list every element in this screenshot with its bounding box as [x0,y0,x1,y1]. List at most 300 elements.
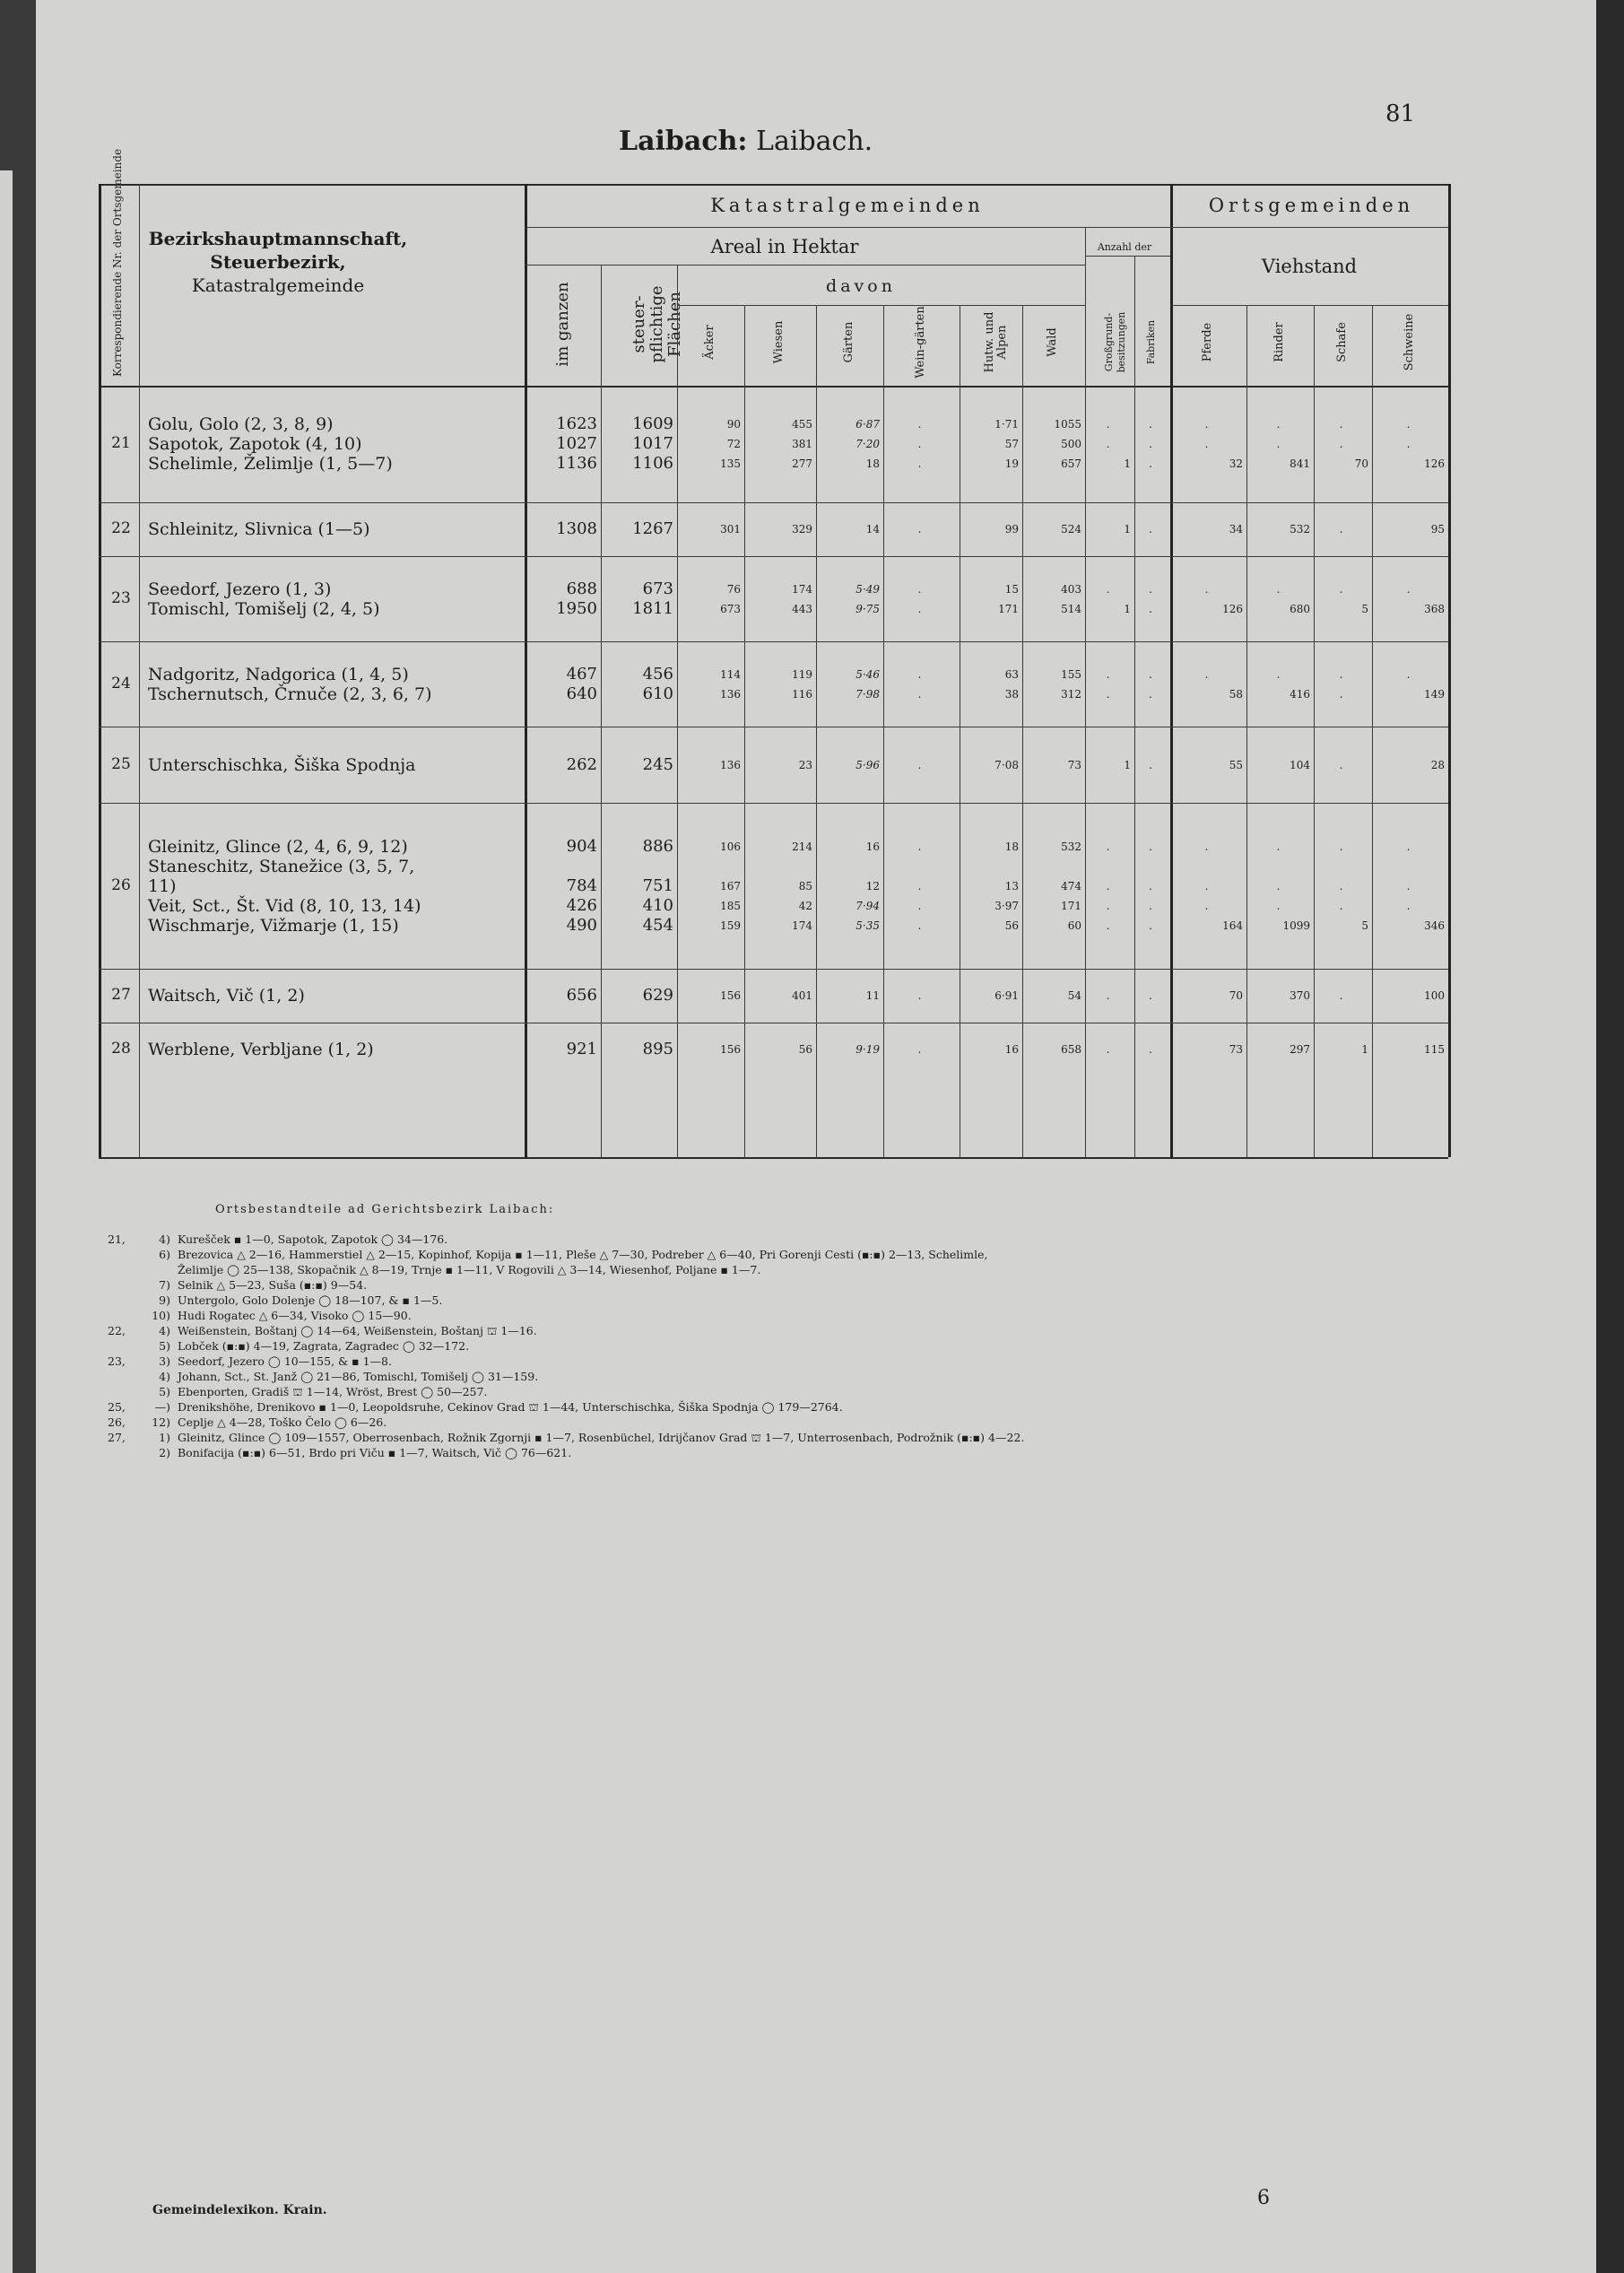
col-rinder-cell: . [1276,879,1281,893]
note-sub-ref: 5) [159,1339,170,1353]
col-schafe-header: Schafe [1334,322,1349,362]
col-wiesen-cell: 174 [792,582,812,596]
col-wald-cell: 514 [1061,602,1081,615]
col-rinder-cell: . [1276,840,1281,853]
note-text: Hudi Rogatec △ 6—34, Visoko ◯ 15—90. [178,1309,412,1322]
col-wald-cell: 500 [1061,438,1081,450]
scan-left-edge [0,0,36,2273]
col-im-ganzen-cell: 467 [566,664,597,684]
rule-vertical [1314,305,1315,1157]
col-pferde-cell: . [1204,899,1209,912]
note-sub-ref: 4) [159,1232,170,1246]
col-pferde-cell: 32 [1229,457,1243,470]
col-grossgrund-cell: . [1106,687,1110,701]
row-number: 21 [111,434,131,452]
col-gaerten-cell: 6·87 [855,418,880,431]
note-text: Bonifacija (▪:▪) 6—51, Brdo pri Viču ▪ 1—7, Waitsch, Vič ◯ 76—621. [178,1446,572,1459]
col-wald-cell: 403 [1061,582,1081,596]
col-hutweiden-header: Hutw. und Alpen [983,311,1009,373]
col-pferde-cell: 58 [1229,687,1243,701]
header-anzahl: Anzahl der [1097,241,1152,253]
row-separator [99,969,1448,970]
col-grossgrund-cell: . [1106,1043,1110,1056]
note-line [108,1369,1435,1384]
col-pferde-cell: 34 [1229,523,1243,536]
col-fabriken-cell: . [1149,667,1152,681]
note-text: Lobček (▪:▪) 4—19, Zagrata, Zagradec ◯ 32—172. [178,1339,470,1353]
note-text: Ebenporten, Gradiš ⛫ 1—14, Wröst, Brest ◯ 50—257. [178,1385,488,1398]
table-top-rule [99,184,1448,186]
row-number: 27 [111,986,131,1004]
col-schweine-cell: . [1406,667,1411,681]
col-rinder-cell: 1099 [1282,919,1310,932]
col-gaerten-header: Gärten [841,321,855,363]
col-gaerten-cell: 12 [865,879,880,893]
col-schweine-cell: 368 [1424,602,1445,615]
col-fabriken-cell: . [1149,758,1152,771]
col-schweine-cell: . [1406,899,1411,912]
col-steuerpflichtig-cell: 895 [642,1040,673,1058]
col-wiesen-cell: 116 [792,687,812,701]
katastral-name: Waitsch, Vič (1, 2) [148,986,305,1006]
rule-vertical [1085,227,1086,1157]
col-grossgrund-cell: . [1106,840,1110,853]
note-line [108,1445,1435,1460]
note-line [108,1308,1435,1323]
col-wiesen-cell: 56 [798,1043,812,1056]
col-im-ganzen-cell: 656 [566,986,597,1005]
col-wald-cell: 312 [1061,687,1081,701]
col-hutweiden-cell: 16 [1004,1043,1019,1056]
col-weingaerten-cell: . [917,523,922,536]
col-hutweiden-cell: 6·91 [994,989,1019,1002]
col-hutweiden-cell: 3·97 [994,899,1019,912]
col-schweine-cell: 149 [1424,687,1445,701]
note-sub-ref: 4) [159,1324,170,1337]
col-rinder-cell: . [1276,582,1281,596]
note-line [108,1399,1435,1415]
col-im-ganzen-cell: 784 [566,875,597,895]
col-wald-cell: 657 [1061,457,1081,470]
katastral-name: Tschernutsch, Črnuče (2, 3, 6, 7) [148,684,432,704]
col-steuerpflichtig-cell: 1609 [632,414,673,433]
col-grossgrund-header: Großgrund-besitzungen [1102,311,1127,373]
row-number: 25 [111,754,131,773]
katastral-name: Werblene, Verbljane (1, 2) [148,1040,374,1059]
note-sub-ref: 2) [159,1446,170,1459]
col-wiesen-cell: 443 [792,602,812,615]
col-steuerpflichtig-cell: 1811 [632,598,673,618]
col-schafe-cell: . [1339,989,1343,1002]
col-steuerpflichtig-cell: 1106 [632,454,673,473]
col-grossgrund-cell: . [1106,919,1110,932]
col-gaerten-cell: 5·46 [855,667,880,681]
rule-vertical [1022,305,1023,1157]
row-separator [99,556,1448,557]
col-schafe-cell: 70 [1354,457,1368,470]
col-schweine-header: Schweine [1402,313,1416,371]
col-gaerten-cell: 18 [865,457,880,470]
col-schweine-cell: 126 [1424,457,1445,470]
col-wiesen-cell: 381 [792,438,812,450]
col-gaerten-cell: 9·19 [855,1043,880,1056]
notes-heading: Ortsbestandteile ad Gerichtsbezirk Laibach: [215,1203,555,1216]
col-pferde-cell: . [1204,438,1209,450]
col-im-ganzen-cell: 1950 [556,598,597,618]
col-wald-cell: 524 [1061,523,1081,536]
katastral-name: Unterschischka, Šiška Spodnja [148,754,416,775]
col-wiesen-cell: 23 [798,758,812,771]
col-steuerpflichtig-cell: 1017 [632,434,673,453]
note-sub-ref: 1) [159,1431,170,1444]
note-row-ref: 22, [108,1324,126,1337]
row-number: 22 [111,519,131,537]
row-separator [99,641,1448,642]
col-grossgrund-cell: . [1106,667,1110,681]
col-grossgrund-cell: . [1106,418,1110,431]
col-rinder-cell: 841 [1290,457,1310,470]
statistics-table [99,148,1448,1157]
katastral-name: Seedorf, Jezero (1, 3) [148,579,332,599]
col-weingaerten-cell: . [917,418,922,431]
katastral-name: Veit, Sct., Št. Vid (8, 10, 13, 14) [148,895,421,916]
col-fabriken-cell: . [1149,438,1152,450]
note-text: Želimlje ◯ 25—138, Skopačnik △ 8—19, Trnje ▪ 1—11, V Rogovili △ 3—14, Wiesenhof, Poljane ▪ 1—7. [178,1263,761,1276]
col-hutweiden-cell: 19 [1004,457,1019,470]
table-left-rule [99,184,101,1157]
col-schafe-cell: . [1339,523,1343,536]
col-aecker-cell: 185 [720,899,741,912]
col-schweine-cell: . [1406,418,1411,431]
col-hutweiden-cell: 56 [1004,919,1019,932]
col-schafe-cell: . [1339,418,1343,431]
col-im-ganzen-cell: 426 [566,895,597,915]
col-aecker-cell: 76 [726,582,741,596]
col-im-ganzen-header: im ganzen [552,282,572,367]
katastral-name: Sapotok, Zapotok (4, 10) [148,434,362,454]
col-aecker-cell: 72 [726,438,741,450]
row-number: 23 [111,588,131,607]
rule-vertical [1246,305,1247,1157]
col-schafe-cell: 5 [1361,602,1368,615]
col-wald-header: Wald [1046,327,1059,357]
col-aecker-cell: 156 [720,1043,741,1056]
note-row-ref: 26, [108,1415,126,1429]
col-wald-cell: 532 [1061,840,1081,853]
scan-right-edge [1596,0,1624,2273]
col-fabriken-cell: . [1149,879,1152,893]
col-im-ganzen-cell: 1027 [556,434,597,453]
col-schweine-cell: 115 [1424,1043,1445,1056]
row-separator [99,803,1448,804]
row-separator [99,502,1448,503]
col-hutweiden-cell: 13 [1004,879,1019,893]
col-grossgrund-cell: . [1106,989,1110,1002]
col-pferde-cell: 70 [1229,989,1243,1002]
col-schweine-cell: . [1406,879,1411,893]
col-aecker-cell: 106 [720,840,741,853]
col-wald-cell: 60 [1067,919,1081,932]
col-aecker-cell: 673 [720,602,741,615]
rule-vertical [1372,305,1373,1157]
col-gaerten-cell: 11 [865,989,880,1002]
col-steuerpflichtig-cell: 610 [642,684,673,703]
note-text: Drenikshöhe, Drenikovo ▪ 1—0, Leopoldsruhe, Cekinov Grad ⛫ 1—44, Unterschischka, Šiška Spodnja ◯ 179—2764. [178,1400,843,1414]
col-im-ganzen-cell: 262 [566,754,597,774]
note-sub-ref: 12) [152,1415,170,1429]
rule-vertical [816,305,817,1157]
col-wiesen-cell: 119 [792,667,812,681]
col-fabriken-cell: . [1149,457,1152,470]
col-gaerten-cell: 5·96 [855,758,880,771]
col-aecker-cell: 90 [726,418,741,431]
note-sub-ref: 5) [159,1385,170,1398]
rule-vertical [1170,184,1173,1157]
note-sub-ref: 10) [152,1309,170,1322]
note-line [108,1293,1435,1308]
header-ortsgemeinden: Ortsgemeinden [1208,195,1415,216]
col-rinder-cell: 104 [1290,758,1310,771]
col-weingaerten-cell: . [917,438,922,450]
col-fabriken-cell: . [1149,840,1152,853]
col-weingaerten-cell: . [917,687,922,701]
notes-section [108,1202,1435,1460]
col-steuerpflichtig-cell: 454 [642,915,673,935]
col-steuerpflichtig-cell: 245 [642,754,673,774]
col-wald-cell: 54 [1067,989,1081,1002]
katastral-name: Schleinitz, Slivnica (1—5) [148,519,370,539]
col-schweine-cell: 95 [1430,523,1445,536]
col-grossgrund-cell: 1 [1124,602,1131,615]
col-schafe-cell: . [1339,667,1343,681]
col-aecker-cell: 167 [720,879,741,893]
header-rule-anzahl [1085,256,1170,257]
col-gaerten-cell: 7·20 [855,438,880,450]
note-line [108,1354,1435,1369]
header-katastral: Katastralgemeinden [710,195,985,216]
col-im-ganzen-cell: 1308 [556,519,597,538]
col-weingaerten-cell: . [917,989,922,1002]
katastral-name: Gleinitz, Glince (2, 4, 6, 9, 12) [148,836,408,857]
note-text: Selnik △ 5—23, Suša (▪:▪) 9—54. [178,1278,368,1292]
note-line [108,1262,1435,1277]
col-fabriken-cell: . [1149,523,1152,536]
col-im-ganzen-cell: 640 [566,684,597,703]
col-weingaerten-cell: . [917,879,922,893]
col-hutweiden-cell: 15 [1004,582,1019,596]
col-rinder-header: Rinder [1272,322,1286,362]
note-sub-ref: 3) [159,1354,170,1368]
col-weingaerten-cell: . [917,899,922,912]
note-sub-ref: 6) [159,1248,170,1261]
rule-vertical [883,305,884,1157]
col-steuerpflichtig-cell: 673 [642,579,673,598]
sheet-signature: 6 [1257,2187,1270,2209]
col-rinder-cell: 680 [1290,602,1310,615]
note-text: Johann, Sct., St. Janž ◯ 21—86, Tomischl, Tomišelj ◯ 31—159. [178,1370,539,1383]
note-line [108,1247,1435,1262]
col-fabriken-cell: . [1149,418,1152,431]
col-schafe-cell: . [1339,758,1343,771]
col-weingaerten-cell: . [917,1043,922,1056]
col-wiesen-cell: 277 [792,457,812,470]
col-schafe-cell: 1 [1361,1043,1368,1056]
table-right-rule [1448,184,1451,1157]
katastral-name: Staneschitz, Stanežice (3, 5, 7, [148,856,415,876]
col-rinder-cell: 416 [1290,687,1310,701]
col-weingaerten-header: Wein-gärten [913,306,927,379]
col-pferde-cell: 164 [1222,919,1243,932]
col-hutweiden-cell: 18 [1004,840,1019,853]
col-wiesen-cell: 42 [798,899,812,912]
col-weingaerten-cell: . [917,840,922,853]
col-gaerten-cell: 5·49 [855,582,880,596]
col-steuerpflichtig-cell: 886 [642,836,673,856]
col-aecker-cell: 156 [720,989,741,1002]
note-sub-ref: —) [154,1400,170,1414]
col-rinder-cell: 370 [1290,989,1310,1002]
col-aecker-cell: 135 [720,457,741,470]
col-gaerten-cell: 5·35 [855,919,880,932]
col-hutweiden-cell: 63 [1004,667,1019,681]
col-grossgrund-cell: 1 [1124,758,1131,771]
col-im-ganzen-cell: 921 [566,1040,597,1058]
col-aecker-header: Äcker [702,325,716,360]
katastral-name: 11) [148,875,177,896]
header-areal: Areal in Hektar [710,236,859,257]
col-hutweiden-cell: 99 [1004,523,1019,536]
col-weingaerten-cell: . [917,919,922,932]
table-bottom-rule [99,1157,1448,1159]
col-schweine-cell: 100 [1424,989,1445,1002]
col-hutweiden-cell: 7·08 [994,758,1019,771]
note-text: Ceplje △ 4—28, Toško Čelo ◯ 6—26. [178,1415,387,1429]
col-aecker-cell: 159 [720,919,741,932]
note-text: Brezovica △ 2—16, Hammerstiel △ 2—15, Kopinhof, Kopija ▪ 1—11, Pleše △ 7—30, Podreber △ 6—40, Pri Gorenji Cesti (▪:▪) 2—13, Schelimle, [178,1248,988,1261]
col-schweine-cell: . [1406,582,1411,596]
col-wiesen-cell: 85 [798,879,812,893]
katastral-name: Wischmarje, Vižmarje (1, 15) [148,915,399,936]
header-rule-areal [525,265,1085,266]
note-row-ref: 25, [108,1400,126,1414]
col-hutweiden-cell: 38 [1004,687,1019,701]
note-sub-ref: 4) [159,1370,170,1383]
col-schweine-cell: . [1406,438,1411,450]
col-grossgrund-cell: 1 [1124,523,1131,536]
row-number: 28 [111,1040,131,1058]
note-line [108,1338,1435,1354]
col-aecker-cell: 114 [720,667,741,681]
note-row-ref: 23, [108,1354,126,1368]
col-grossgrund-cell: . [1106,582,1110,596]
header-district: Bezirkshauptmannschaft, Steuerbezirk, Katastralgemeinde [148,228,408,296]
col-rinder-cell: . [1276,667,1281,681]
col-schafe-cell: . [1339,899,1343,912]
col-fabriken-cell: . [1149,602,1152,615]
col-gaerten-cell: 14 [865,523,880,536]
col-schafe-cell: . [1339,687,1343,701]
rule-vertical [139,184,140,1157]
col-aecker-cell: 136 [720,758,741,771]
col-gaerten-cell: 9·75 [855,602,880,615]
col-schweine-cell: 28 [1430,758,1445,771]
note-text: Seedorf, Jezero ◯ 10—155, & ▪ 1—8. [178,1354,392,1368]
col-fabriken-cell: . [1149,899,1152,912]
header-rule-vieh [1170,305,1448,306]
note-text: Weißenstein, Boštanj ◯ 14—64, Weißenstein, Boštanj ⛫ 1—16. [178,1324,537,1337]
col-pferde-cell: . [1204,879,1209,893]
col-wald-cell: 1055 [1054,418,1081,431]
note-line [108,1232,1435,1247]
note-line [108,1323,1435,1338]
header-viehstand: Viehstand [1261,256,1358,277]
col-pferde-cell: . [1204,418,1209,431]
col-steuerpflichtig-cell: 629 [642,986,673,1005]
col-pferde-cell: 73 [1229,1043,1243,1056]
note-line [108,1384,1435,1399]
col-fabriken-cell: . [1149,1043,1152,1056]
col-wiesen-cell: 401 [792,989,812,1002]
katastral-name: Schelimle, Želimlje (1, 5—7) [148,454,393,474]
col-steuerpflichtig-header: steuer-pflichtige Flächen [629,285,684,363]
col-pferde-cell: . [1204,667,1209,681]
col-weingaerten-cell: . [917,758,922,771]
col-rinder-cell: 532 [1290,523,1310,536]
col-hutweiden-cell: 57 [1004,438,1019,450]
col-wiesen-cell: 455 [792,418,812,431]
row-number: 26 [111,875,131,894]
note-text: Untergolo, Golo Dolenje ◯ 18—107, & ▪ 1—5. [178,1293,443,1307]
col-weingaerten-cell: . [917,457,922,470]
col-gaerten-cell: 16 [865,840,880,853]
col-im-ganzen-cell: 904 [566,836,597,856]
rule-vertical [744,305,745,1157]
col-hutweiden-cell: 1·71 [994,418,1019,431]
col-pferde-cell: 126 [1222,602,1243,615]
col-schafe-cell: 5 [1361,919,1368,932]
col-wiesen-cell: 214 [792,840,812,853]
col-rinder-cell: 297 [1290,1043,1310,1056]
col-pferde-header: Pferde [1200,322,1214,362]
col-grossgrund-cell: . [1106,899,1110,912]
col-weingaerten-cell: . [917,667,922,681]
note-row-ref: 21, [108,1232,126,1246]
col-im-ganzen-cell: 1136 [556,454,597,473]
header-rule-ort [1170,227,1448,228]
col-weingaerten-cell: . [917,602,922,615]
col-wald-cell: 171 [1061,899,1081,912]
col-schafe-cell: . [1339,582,1343,596]
note-line [108,1277,1435,1293]
page-number: 81 [1385,100,1416,127]
note-line [108,1415,1435,1430]
col-wald-cell: 658 [1061,1043,1081,1056]
col-schafe-cell: . [1339,879,1343,893]
col-wald-cell: 474 [1061,879,1081,893]
col-rinder-cell: . [1276,438,1281,450]
col-im-ganzen-cell: 688 [566,579,597,598]
col-wiesen-header: Wiesen [772,320,786,364]
col-pferde-cell: . [1204,582,1209,596]
note-text: Kurešček ▪ 1—0, Sapotok, Zapotok ◯ 34—176. [178,1232,448,1246]
col-steuerpflichtig-cell: 1267 [632,519,673,538]
header-davon: davon [826,276,896,296]
col-wiesen-cell: 329 [792,523,812,536]
col-wiesen-cell: 174 [792,919,812,932]
col-steuerpflichtig-cell: 751 [642,875,673,895]
col-weingaerten-cell: . [917,582,922,596]
col-pferde-cell: . [1204,840,1209,853]
